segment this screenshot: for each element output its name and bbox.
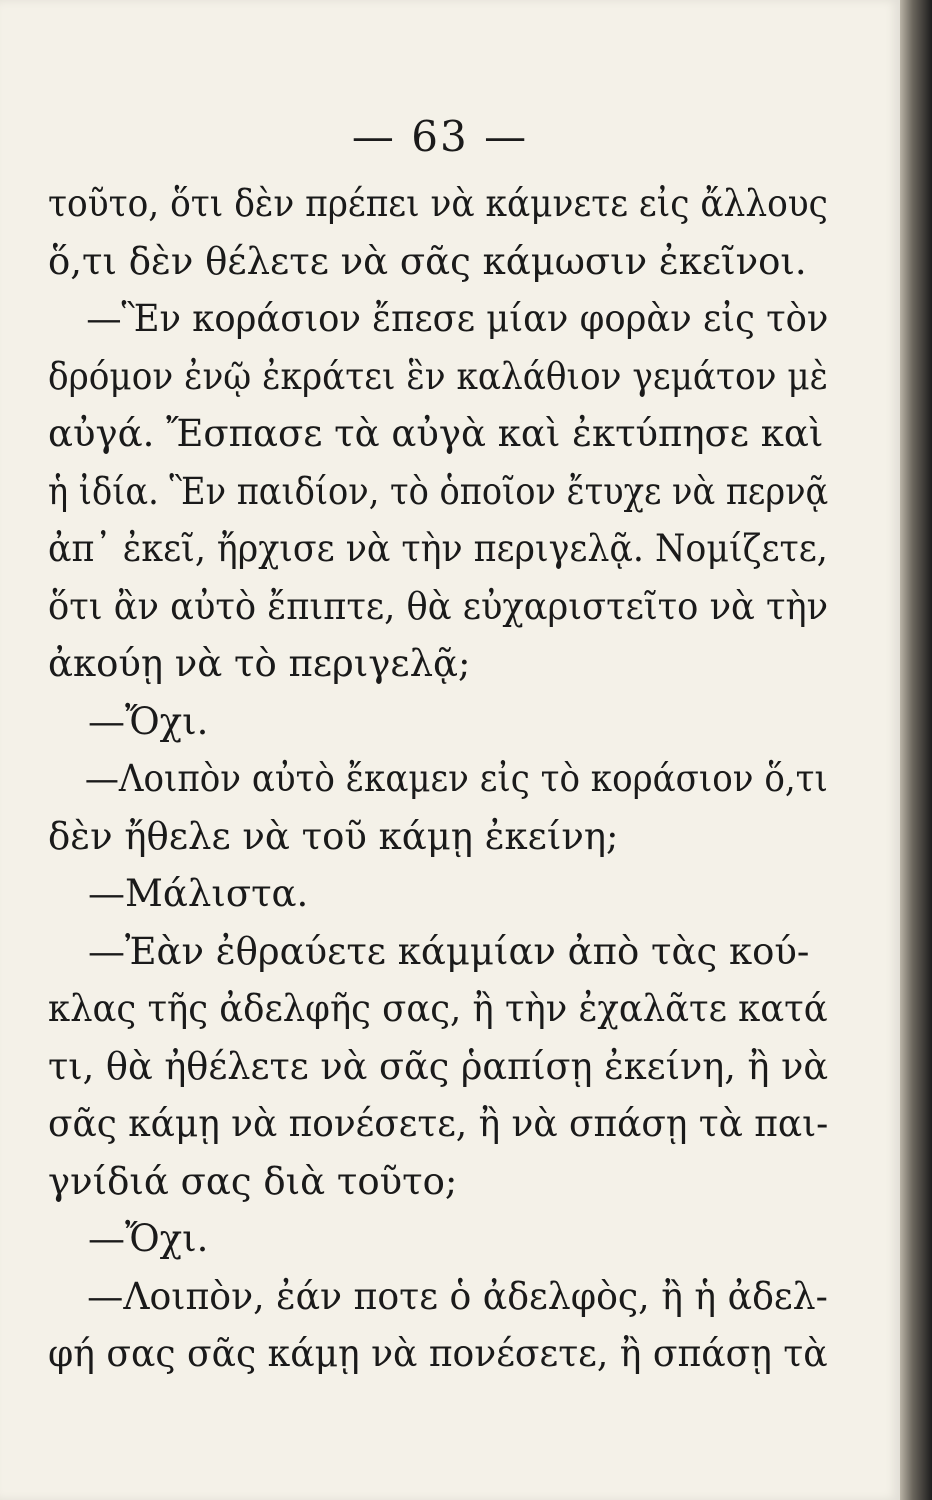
page-number: — 63 — — [351, 112, 529, 161]
text-line: κλας τῆς ἀδελφῆς σας, ἢ τὴν ἐχαλᾶτε κατά — [48, 987, 828, 1030]
text-line: —Λοιπὸν αὐτὸ ἔκαμεν εἰς τὸ κοράσιον ὅ,τι — [84, 757, 828, 800]
text-line: γνίδιά σας διὰ τοῦτο; — [48, 1159, 458, 1203]
text-line: ὅ,τι δὲν θέλετε νὰ σᾶς κάμωσιν ἐκεῖνοι. — [48, 239, 807, 283]
text-line: τοῦτο, ὅτι δὲν πρέπει νὰ κάμνετε εἰς ἄλλους — [48, 182, 828, 225]
text-line: δρόμον ἐνῷ ἐκράτει ἓν καλάθιον γεμάτον μὲ — [48, 354, 828, 398]
page-edge-shadow — [900, 0, 932, 1500]
text-line: —Μάλιστα. — [88, 872, 309, 915]
text-line: ἡ ἰδία. Ἓν παιδίον, τὸ ὁποῖον ἔτυχε νὰ περνᾷ — [48, 469, 829, 513]
text-line: —Λοιπὸν, ἐάν ποτε ὁ ἀδελφὸς, ἢ ἡ ἀδελ- — [87, 1274, 828, 1318]
text-line: φή σας σᾶς κάμῃ νὰ πονέσετε, ἢ σπάσῃ τὰ — [48, 1332, 828, 1375]
text-line: αὐγά. Ἔσπασε τὰ αὐγὰ καὶ ἐκτύπησε καὶ — [48, 412, 824, 455]
text-line: —Ἐὰν ἐθραύετε κάμμίαν ἀπὸ τὰς κού- — [88, 929, 810, 973]
page-text — [48, 175, 828, 1383]
text-line: ἀπ᾽ ἐκεῖ, ἤρχισε νὰ τὴν περιγελᾷ. Νομίζετε, — [48, 527, 828, 570]
text-line: ὅτι ἂν αὐτὸ ἔπιπτε, θὰ εὐχαριστεῖτο νὰ τὴν — [48, 584, 829, 628]
text-line: —Ὄχι. — [88, 1217, 209, 1260]
text-line: —Ὄχι. — [88, 699, 209, 743]
text-line: ἀκούῃ νὰ τὸ περιγελᾷ; — [48, 642, 471, 685]
text-line: τι, θὰ ἠθέλετε νὰ σᾶς ῥαπίσῃ ἐκείνη, ἢ νὰ — [48, 1044, 829, 1088]
text-line: δὲν ἤθελε νὰ τοῦ κάμῃ ἐκείνη; — [48, 814, 619, 858]
text-line: σᾶς κάμῃ νὰ πονέσετε, ἢ νὰ σπάσῃ τὰ παι- — [48, 1102, 829, 1145]
text-line: —Ἓν κοράσιον ἔπεσε μίαν φορὰν εἰς τὸν — [86, 297, 829, 340]
